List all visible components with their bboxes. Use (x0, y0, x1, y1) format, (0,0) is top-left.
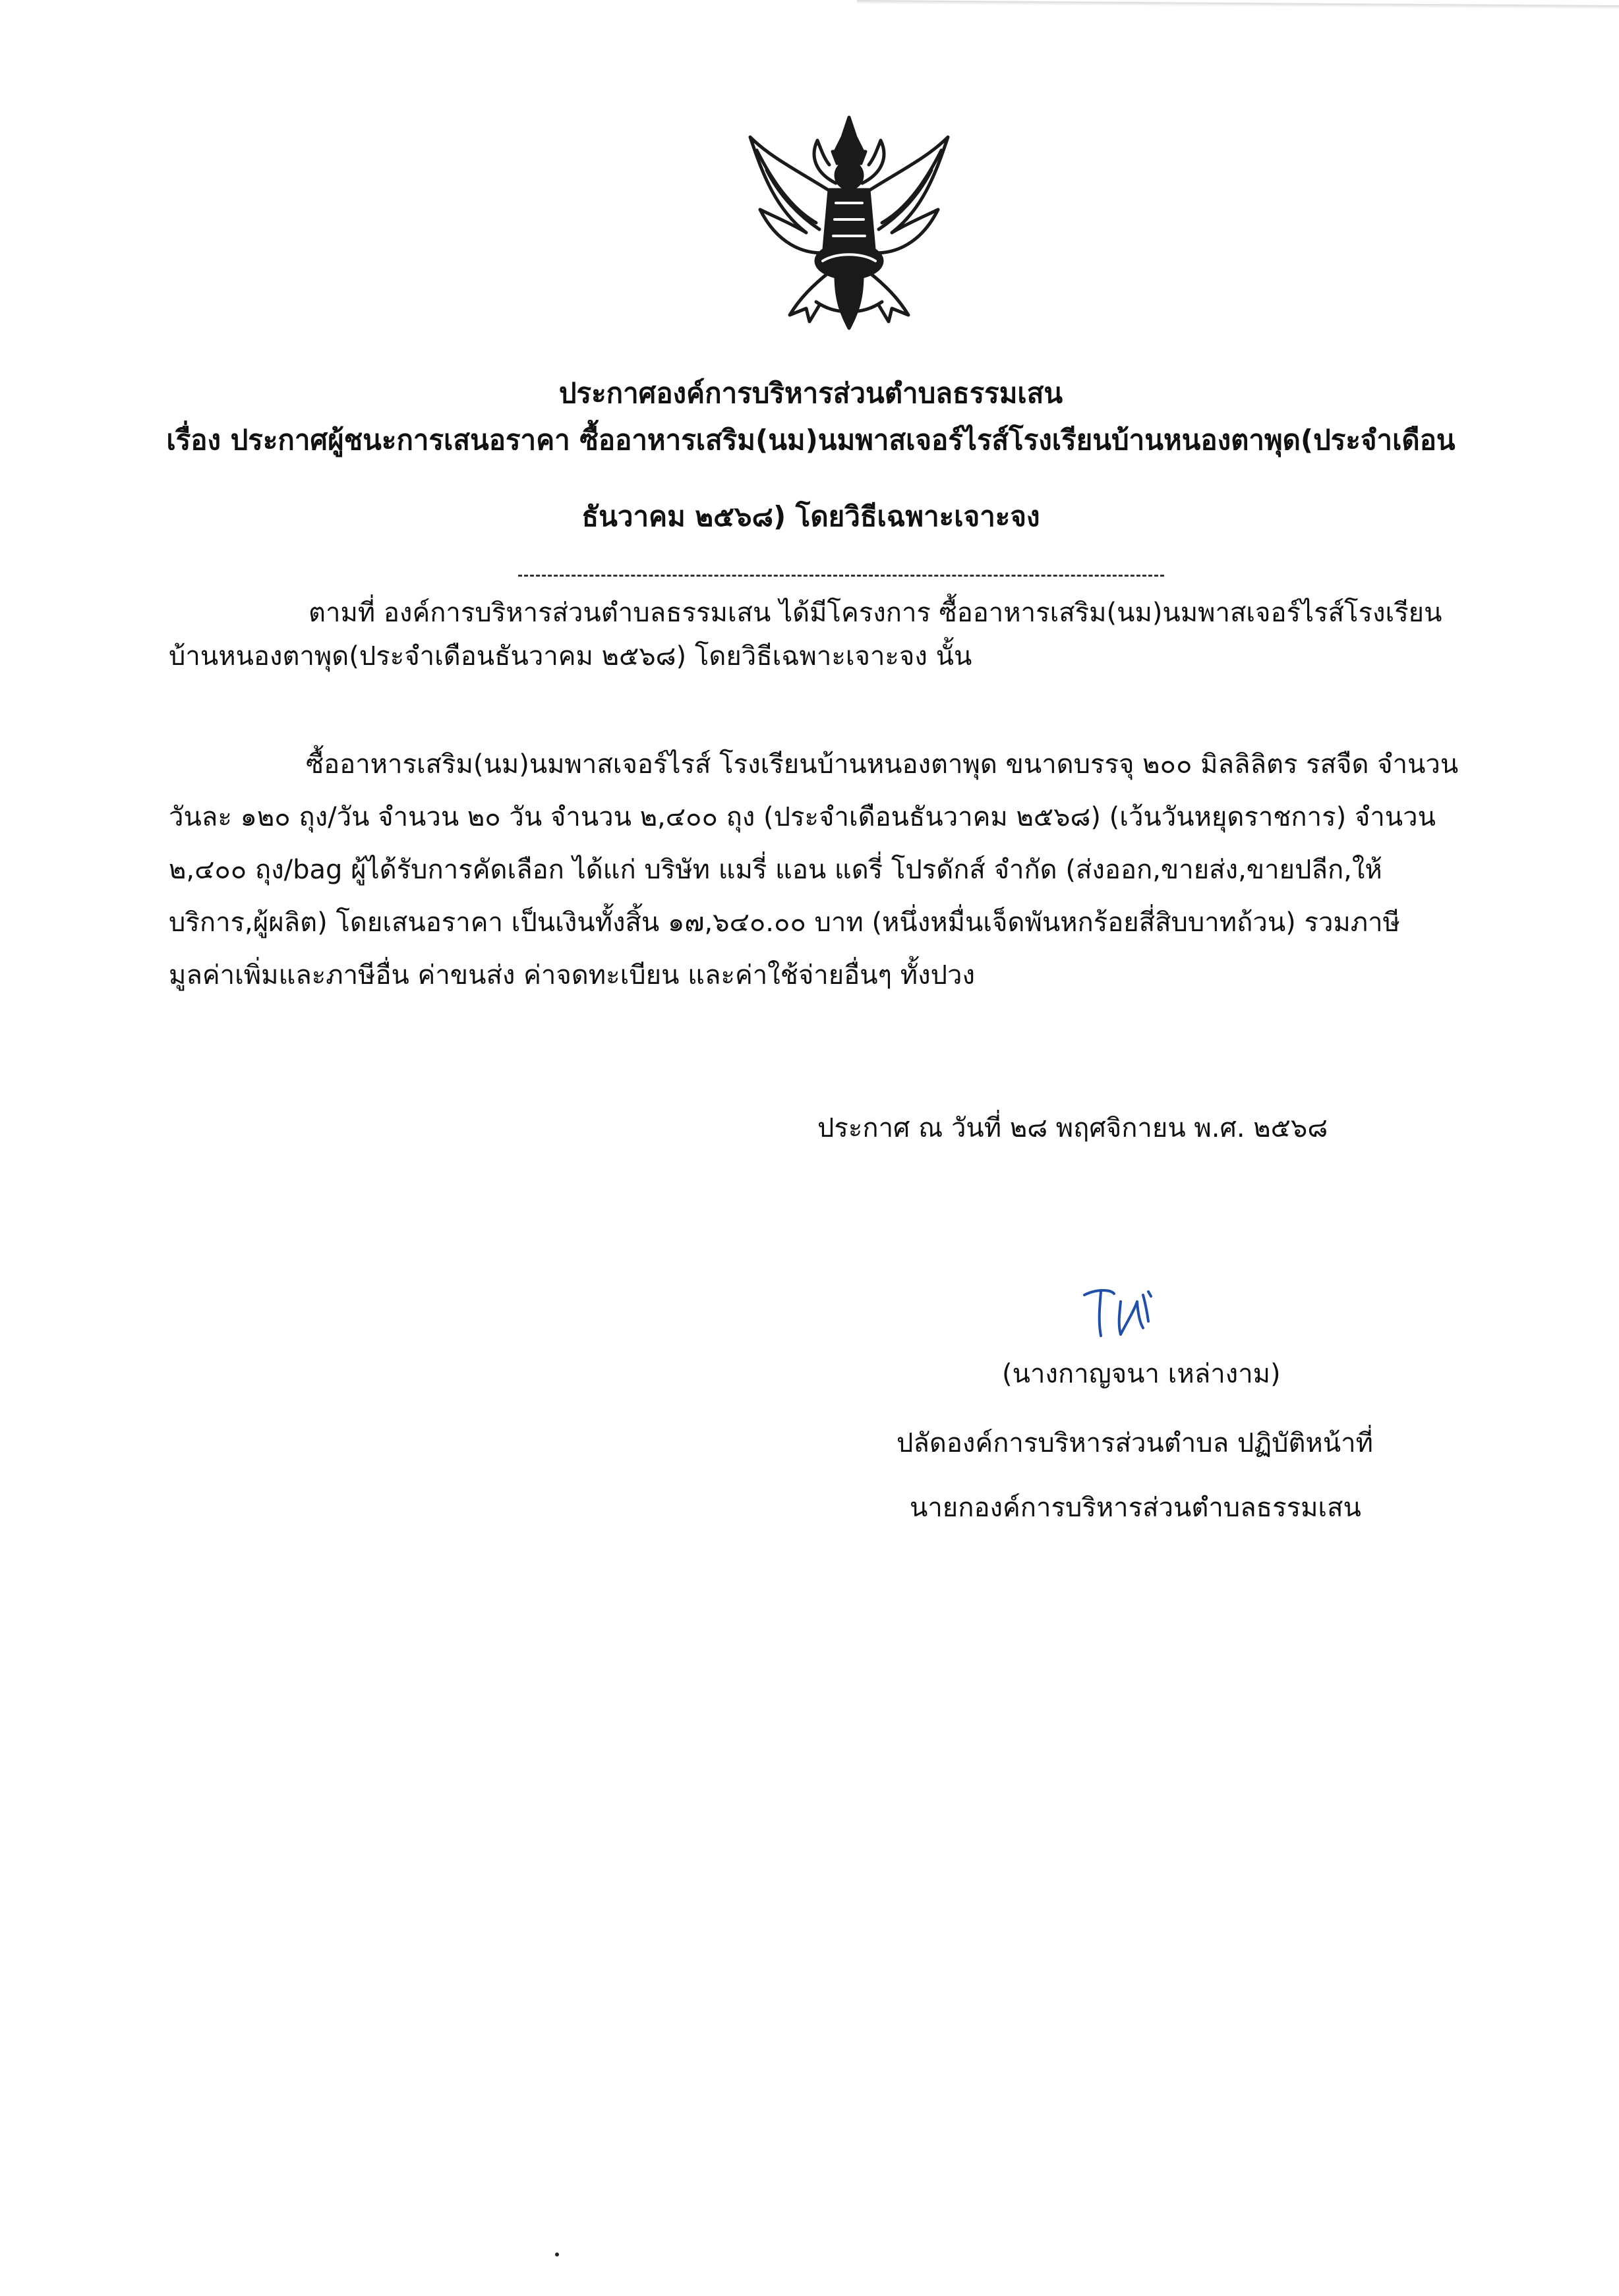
announcement-date: ประกาศ ณ วันที่ ๒๘ พฤศจิกายน พ.ศ. ๒๕๖๘ (817, 1113, 1328, 1143)
garuda-emblem-icon (744, 111, 955, 335)
scan-edge-shadow (857, 0, 1619, 9)
paragraph2-line3: ๒,๔๐๐ ถุง/bag ผู้ได้รับการคัดเลือก ได้แก่ บริษัท แมรี่ แอน แดรี่ โปรดักส์ จำกัด (ส่งออก,ขายส่ง,ขายปลีก,ให้ (169, 855, 1382, 885)
document-title: ประกาศองค์การบริหารส่วนตำบลธรรมเสน (558, 377, 1063, 409)
document-subject-line1: เรื่อง ประกาศผู้ชนะการเสนอราคา ซื้ออาหารเสริม(นม)นมพาสเจอร์ไรส์โรงเรียนบ้านหนองตาพุด(ประจำเดือน (166, 424, 1456, 456)
scan-speck (555, 2253, 559, 2256)
paragraph1-line1: ตามที่ องค์การบริหารส่วนตำบลธรรมเสน ได้มีโครงการ ซื้ออาหารเสริม(นม)นมพาสเจอร์ไรส์โรงเรียน (309, 598, 1442, 628)
signatory-position-line2: นายกองค์การบริหารส่วนตำบลธรรมเสน (910, 1493, 1361, 1523)
paragraph2-line5: มูลค่าเพิ่มและภาษีอื่น ค่าขนส่ง ค่าจดทะเบียน และค่าใช้จ่ายอื่นๆ ทั้งปวง (169, 960, 976, 990)
document-subject-line2: ธันวาคม ๒๕๖๘) โดยวิธีเฉพาะเจาะจง (581, 500, 1040, 532)
paragraph2-line1: ซื้ออาหารเสริม(นม)นมพาสเจอร์ไรส์ โรงเรียนบ้านหนองตาพุด ขนาดบรรจุ ๒๐๐ มิลลิลิตร รสจืด จำนวน (306, 749, 1459, 780)
signatory-name: (นางกาญจนา เหล่างาม) (1002, 1359, 1281, 1389)
handwritten-signature-icon (1074, 1282, 1167, 1341)
paragraph1-line2: บ้านหนองตาพุด(ประจำเดือนธันวาคม ๒๕๖๘) โดยวิธีเฉพาะเจาะจง นั้น (169, 641, 972, 672)
paragraph2-line2: วันละ ๑๒๐ ถุง/วัน จำนวน ๒๐ วัน จำนวน ๒,๔๐๐ ถุง (ประจำเดือนธันวาคม ๒๕๖๘) (เว้นวันหยุดราชการ) จำนวน (169, 802, 1436, 832)
signatory-position-line1: ปลัดองค์การบริหารส่วนตำบล ปฏิบัติหน้าที่ (897, 1428, 1373, 1458)
paragraph2-line4: บริการ,ผู้ผลิต) โดยเสนอราคา เป็นเงินทั้งสิ้น ๑๗,๖๔๐.๐๐ บาท (หนึ่งหมื่นเจ็ดพันหกร้อยสี่สิบบาทถ้วน) รวมภาษี (169, 907, 1400, 938)
divider-line (518, 575, 1164, 577)
